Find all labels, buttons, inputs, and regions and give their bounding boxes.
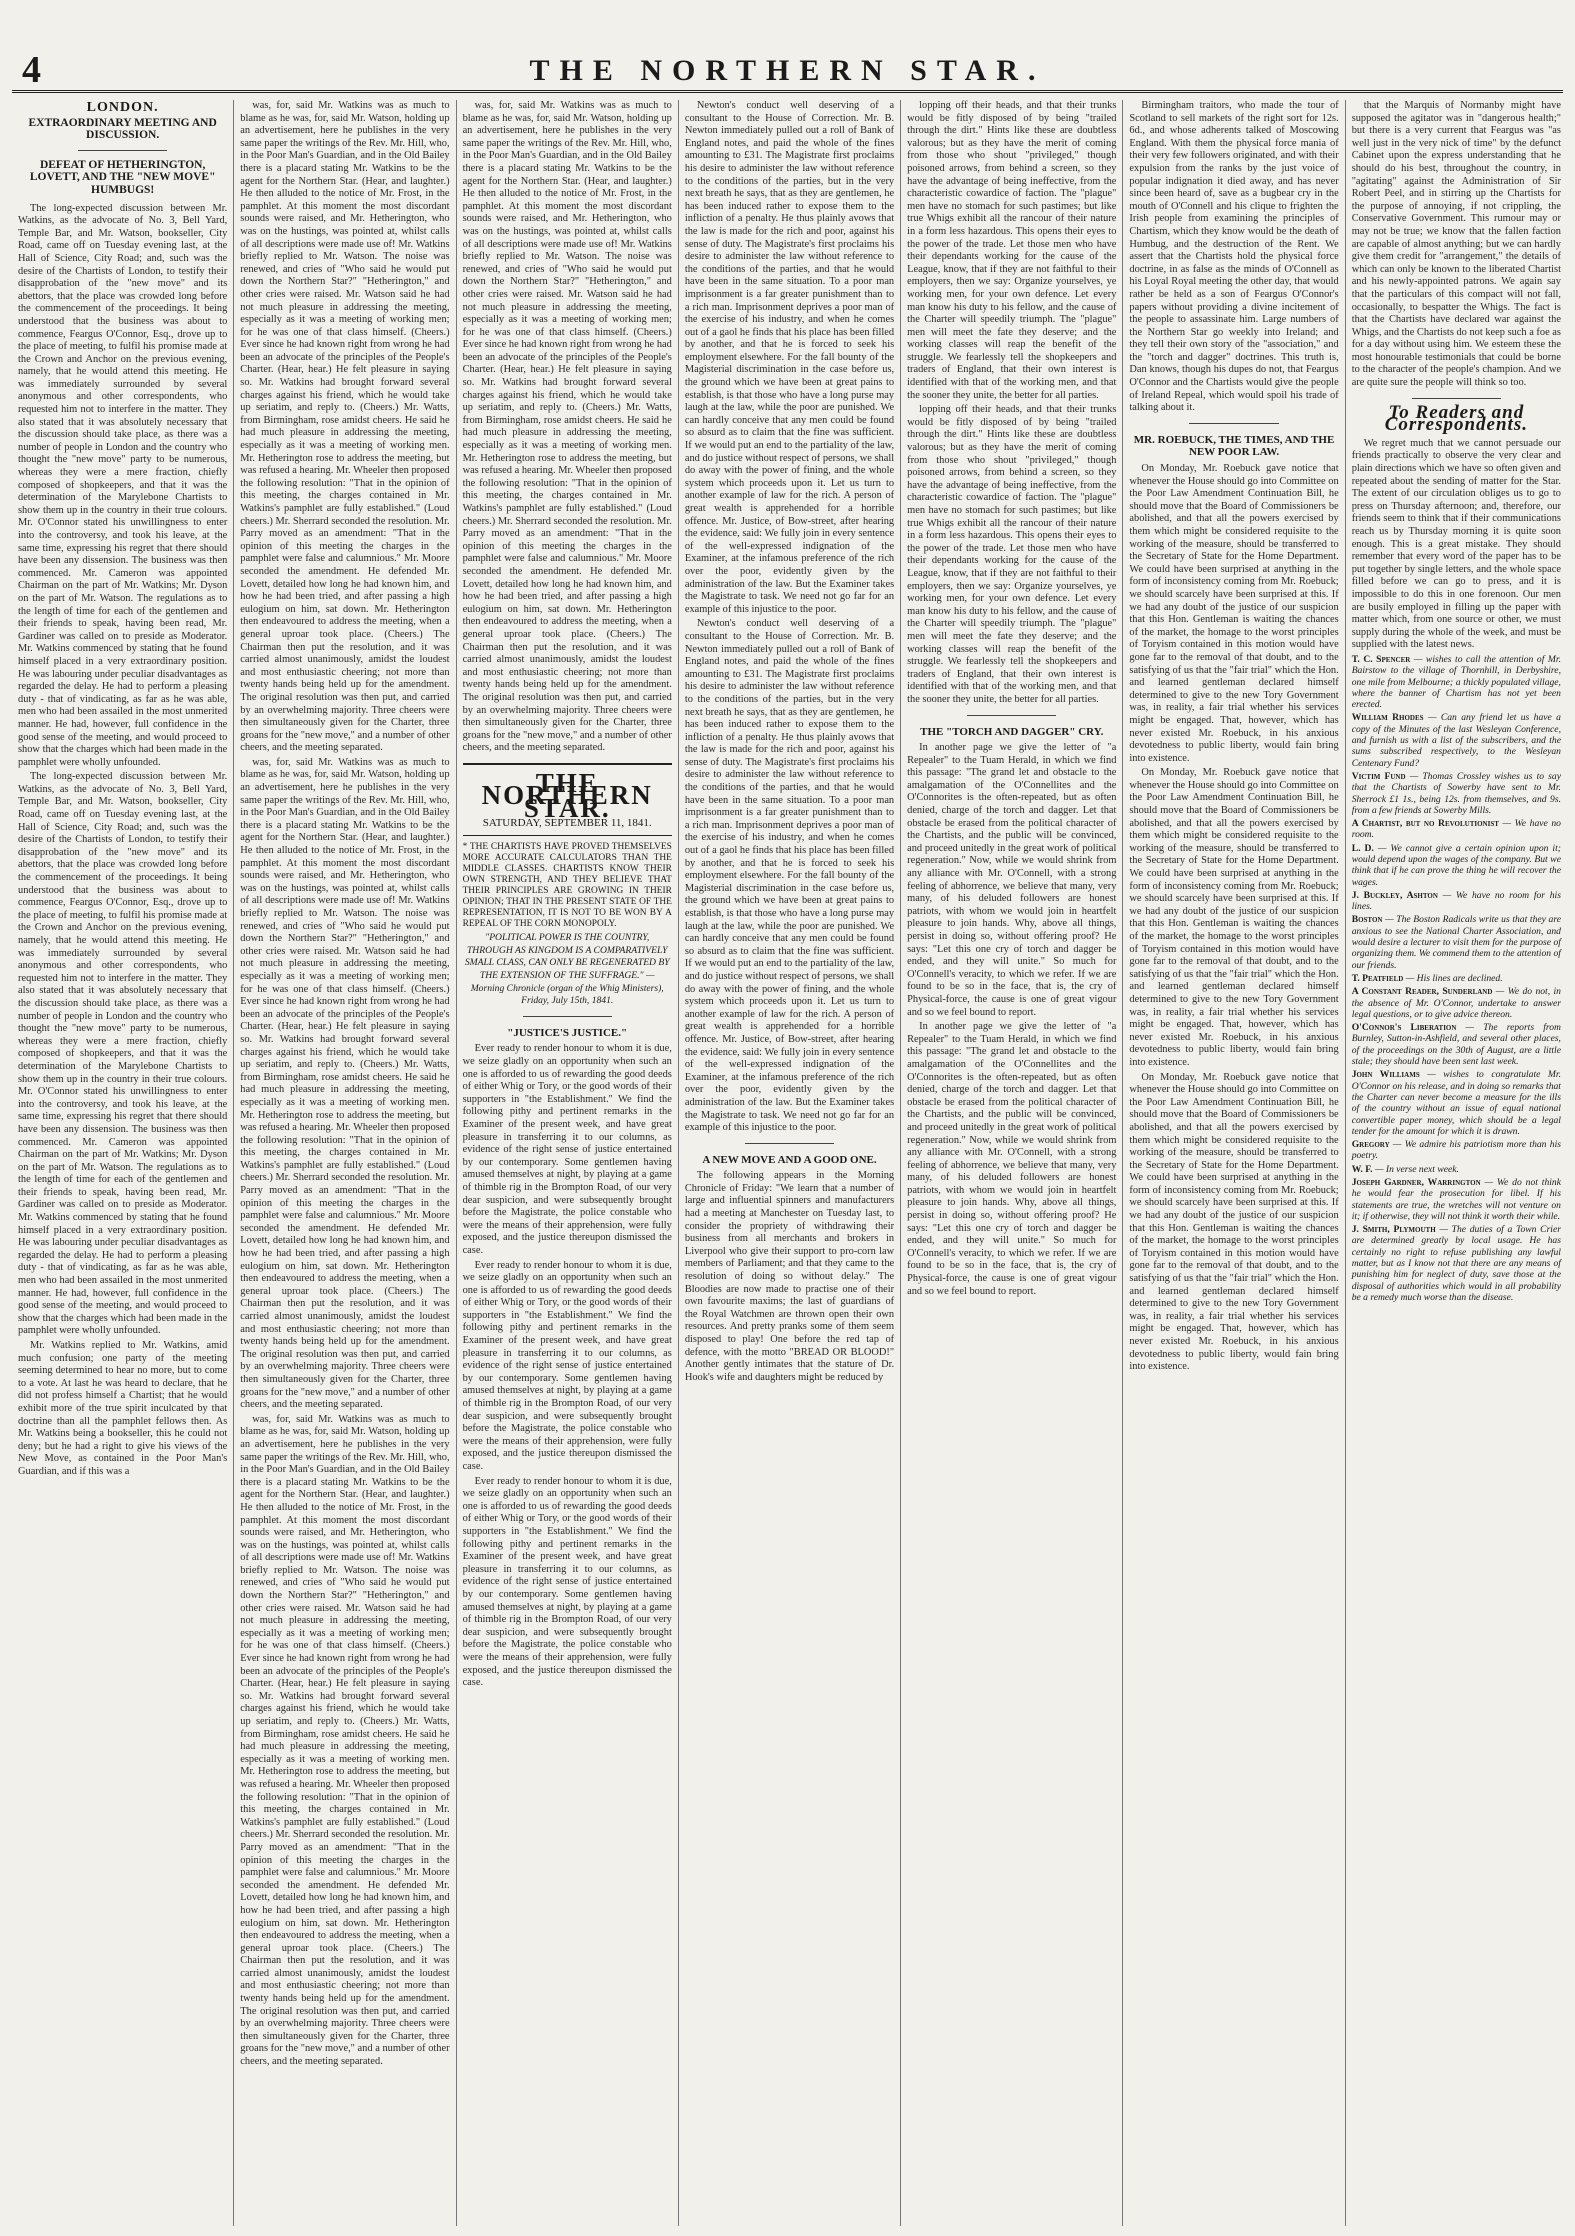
column-2 — [234, 100, 456, 2226]
article-body: Birmingham traitors, who made the tour of Scotland to sell markets of the right sort for 12s. 6d., and whose adherents talked of Moscowing England. With them the physical force mania of their very few followers originated, and with their expulsion from the ranks by the just voice of popular indignation it died away, and has never since been heard of, save as a bugbear cry in the mouth of O'Connell and his clique to frighten the Irish people from examining the principles of Chartism, which they know would be the death of Humbug, and the destruction of the Rent. We assert that the Chartists hold the physical force doctrine, in as false as the minds of O'Connell as his Loyal Royal meeting the other day, that would rather be held as a son of Feargus O'Connor's papers without providing a divine incitement of the people to assassinate him. Large numbers of the Northern Star go weekly into Ireland; and they tell their own story of the "association," and the "torch and dagger" doctrines. This truth is, Dan knows, though his dupes do not, that Feargus O'Connor and the Chartists would give the people of Ireland Repeal, which would spoil his trade of talking about it. — [1129, 100, 1339, 414]
correspondent-text: — Can any friend let us have a copy of the Minutes of the last Wesleyan Conference, and furnish us with a list of the subscribers, and the sums subscribed respectively, to the Wesleyan Centenary Fund? — [1351, 712, 1561, 769]
article-body: On Monday, Mr. Roebuck gave notice that whenever the House should go into Committee on the Poor Law Amendment Continuation Bill, he should move that the Board of Commissioners be abolished, and that all the powers exercised by them which might be considered requisite to the working of the measure, should be transferred to the Secretary of State for the Home Department. We could have been surprised at anything in the form of inconsistency coming from Mr. Roebuck; we should scarcely have been surprised at this. If we had any doubt of the justice of our suspicion that this Hon. Gentleman is waiting the chances of the market, the homage to the worst principles of Toryism contained in this motion would have gone far to the removal of that doubt, and to the satisfying of us that the "fair trial" which the Hon. and learned gentleman declared himself determined to give to the new Tory Government was, in reality, a fair trial whether his services might be engaged. That, however, which has never existed Mr. Roebuck, in his anxious devotedness to public liberty, would fain bring into existence. — [1129, 767, 1339, 1068]
column-1 — [12, 100, 234, 2226]
correspondent-name: William Rhodes — [1351, 712, 1424, 724]
column-5 — [901, 100, 1123, 2226]
editorial-date: SATURDAY, SEPTEMBER 11, 1841. — [482, 816, 652, 829]
column-4 — [679, 100, 901, 2226]
correspondents-intro: We regret much that we cannot persuade our friends practically to observe the very clear and plain directions which we have so often given and repeated about the sending of matter for the Star. The extent of our circulation obliges us to go to press on Thursday afternoon; and, therefore, our friends seem to think that if their communications reach us by Thursday morning it is quite soon enough. This is a great mistake. They should remember that every word of the paper has to be put together by single letters, and the whole space filled before we can go to press, and it is impossible to do this in one forenoon. Our men are busily employed in filling up the paper with matter which, from one source or other, we must supply during the whole of the week, and must be supplied with the latest news. — [1351, 437, 1561, 651]
masthead — [12, 49, 1563, 93]
article-heading: EXTRAORDINARY MEETING AND DISCUSSION. — [28, 116, 217, 142]
article-subheading: DEFEAT OF HETHERINGTON, LOVETT, AND THE "NEW MOVE" HUMBUGS! — [29, 158, 216, 196]
article-heading: MR. ROEBUCK, THE TIMES, AND THE NEW POOR LAW. — [1133, 433, 1335, 459]
correspondent-item — [1352, 1069, 1561, 1137]
correspondent-name: T. Peatfield — [1351, 972, 1404, 984]
article-body: was, for, said Mr. Watkins was as much to blame as he was, for, said Mr. Watson, holding up an advertisement, here he publishes in the very same paper the writings of the Rev. Mr. Hill, who, in the Poor Man's Guardian, and in the Old Bailey there is a placard stating Mr. Watkins to be the agent for the Northern Star. (Hear, and laughter.) He then alluded to the notice of Mr. Frost, in the pamphlet. At this moment the most discordant sounds were raised, and Mr. Hetherington, who was on the hustings, was pointed at, whilst calls of all descriptions were made use of! Mr. Watkins briefly replied to Mr. Watson. The noise was renewed, and cries of "Who said he would put down the Northern Star?" "Hetherington," and other cries were raised. Mr. Watson said he had not much pleasure in addressing the meeting, especially as it was a meeting of working men; for he was one of that class himself. (Cheers.) Ever since he had known right from wrong he had been an advocate of the principles of the People's Charter. (Hear, hear.) He felt pleasure in saying so. Mr. Watkins had brought forward several charges against his friend, which he would take up seriatim, and reply to. (Cheers.) Mr. Watts, from Birmingham, rose amidst cheers. He said he had much pleasure in addressing the meeting, especially as it was a meeting of working men. Mr. Hetherington rose to address the meeting, but was refused a hearing. Mr. Wheeler then proposed the following resolution: "That in the opinion of this meeting, the charges contained in Mr. Watkins's pamphlet are fully established." (Loud cheers.) Mr. Sherrard seconded the resolution. Mr. Parry moved as an amendment: "That in the opinion of this meeting the charges in the pamphlet were false and calumnious." Mr. Moore seconded the amendment. He defended Mr. Lovett, detailed how long he had known him, and how he had been tried, and after passing a high eulogium on him, sat down. Mr. Hetherington then endeavoured to address the meeting, when a general uproar took place. (Cheers.) The Chairman then put the resolution, and it was carried almost unanimously, amidst the loudest and most enthusiastic cheering; not more than twenty hands being held up for the amendment. The original resolution was then put, and carried by an overwhelming majority. Three cheers were then simultaneously given for the Charter, three groans for the "new move," and a number of other cheers, and the meeting separated. — [462, 100, 672, 754]
article-body: lopping off their heads, and that their trunks would be fitly disposed of by being "trailed through the dirt." Hints like these are doubtless valorous; but as they have the merit of coming from those who shout "privileged," though poisoned arrows, from behind a screen, so they have the advantage of being ineffective, from the characteristic cowardice of faction. The "plague" men have no stomach for such pastimes; but like true Whigs exhibit all the rancour of their nature in a form less hazardous. This opens their eyes to the power of the trade. Let those men who have their dependants working for the cause of the League, know, that if they are not faithful to their employers, then we say: Organize yourselves, ye working men, for your own defence. Let every man know his duty to his fellow, and the cause of the Charter will speedily triumph. The "plague" men will meet the fate they deserve; and the working classes will reap the benefit of the struggle. We fearlessly tell the shopkeepers and traders of England, that their own interest is identified with that of the working men, and that the sooner they unite, the better for all parties. — [907, 100, 1117, 401]
columns — [12, 100, 1567, 2226]
correspondent-text: — The duties of a Town Crier are determined greatly by local usage. He has certainly no right to refuse publishing any lawful matter, but as I know not that there are any means of punishing him for neglect of duty, save those at the disposal of authorities which would in all probability be a remedy much worse than the disease. — [1351, 1224, 1561, 1303]
correspondent-name: L. D. — [1351, 842, 1374, 854]
correspondent-text: — In verse next week. — [1372, 1163, 1459, 1175]
article-body: On Monday, Mr. Roebuck gave notice that whenever the House should go into Committee on the Poor Law Amendment Continuation Bill, he should move that the Board of Commissioners be abolished, and that all the powers exercised by them which might be considered requisite to the working of the measure, should be transferred to the Secretary of State for the Home Department. We could have been surprised at anything in the form of inconsistency coming from Mr. Roebuck; we should scarcely have been surprised at this. If we had any doubt of the justice of our suspicion that this Hon. Gentleman is waiting the chances of the market, the homage to the worst principles of Toryism contained in this motion would have gone far to the removal of that doubt, and to the satisfying of us that the "fair trial" which the Hon. and learned gentleman declared himself determined to give to the new Tory Government was, in reality, a fair trial whether his services might be engaged. That, however, which has never existed Mr. Roebuck, in his anxious devotedness to public liberty, would fain bring into existence. — [1129, 463, 1339, 764]
correspondent-text: — The Boston Radicals write us that they are anxious to see the National Charter Association, and would desire a lecturer to visit them for the purpose of organizing them. We commend them to the attention of our friends. — [1351, 914, 1561, 971]
column-6 — [1123, 100, 1345, 2226]
correspondent-item — [1352, 712, 1561, 768]
article-body: In another page we give the letter of "a Repealer" to the Tuam Herald, in which we find this passage: "The grand let and obstacle to the amalgamation of the O'Connellites and the O'Connorites is the often-repeated, but as often denied, charge of the torch and dagger. Let that obstacle be erased from the political character of the Chartists, and the public will be convinced, and proceed unitedly in the great work of political regeneration." Now, while we would shrink from any alliance with Mr. O'Connell, with a strong feeling of abhorrence, we believe that many, very many, of his deluded followers are honest patriots, with whom we would join in heartfelt pleasure to join hands. Why, above all things, persist in doing so, without offering proof? He says: "Let this one cry of torch and dagger be ended, and they will unite." So much for O'Connell's veracity, to which we refer. If we are found to be so in the face, that is, the cry of Physical-force, the cause is one of great vigour and so we feel bound to report. — [907, 1021, 1117, 1297]
correspondent-text: — Thomas Crossley wishes us to say that the Chartists of Sowerby have sent to Mr. Sherrock £1 1s., being 12s. from themselves, and 9s. from a few friends at Sowerby Mills. — [1351, 770, 1561, 816]
article-heading: "JUSTICE'S JUSTICE." — [507, 1026, 628, 1039]
article-body: was, for, said Mr. Watkins was as much to blame as he was, for, said Mr. Watson, holding up an advertisement, here he publishes in the very same paper the writings of the Rev. Mr. Hill, who, in the Poor Man's Guardian, and in the Old Bailey there is a placard stating Mr. Watkins to be the agent for the Northern Star. (Hear, and laughter.) He then alluded to the notice of Mr. Frost, in the pamphlet. At this moment the most discordant sounds were raised, and Mr. Hetherington, who was on the hustings, was pointed at, whilst calls of all descriptions were made use of! Mr. Watkins briefly replied to Mr. Watson. The noise was renewed, and cries of "Who said he would put down the Northern Star?" "Hetherington," and other cries were raised. Mr. Watson said he had not much pleasure in addressing the meeting, especially as it was a meeting of working men; for he was one of that class himself. (Cheers.) Ever since he had known right from wrong he had been an advocate of the principles of the People's Charter. (Hear, hear.) He felt pleasure in saying so. Mr. Watkins had brought forward several charges against his friend, which he would take up seriatim, and reply to. (Cheers.) Mr. Watts, from Birmingham, rose amidst cheers. He said he had much pleasure in addressing the meeting, especially as it was a meeting of working men. Mr. Hetherington rose to address the meeting, but was refused a hearing. Mr. Wheeler then proposed the following resolution: "That in the opinion of this meeting, the charges contained in Mr. Watkins's pamphlet are fully established." (Loud cheers.) Mr. Sherrard seconded the resolution. Mr. Parry moved as an amendment: "That in the opinion of this meeting the charges in the pamphlet were false and calumnious." Mr. Moore seconded the amendment. He defended Mr. Lovett, detailed how long he had known him, and how he had been tried, and after passing a high eulogium on him, sat down. Mr. Hetherington then endeavoured to address the meeting, when a general uproar took place. (Cheers.) The Chairman then put the resolution, and it was carried almost unanimously, amidst the loudest and most enthusiastic cheering; not more than twenty hands being held up for the amendment. The original resolution was then put, and carried by an overwhelming majority. Three cheers were then simultaneously given for the Charter, three groans for the "new move," and a number of other cheers, and the meeting separated. — [240, 1413, 450, 2068]
editorial-masthead — [463, 763, 672, 836]
correspondent-item — [1352, 654, 1561, 710]
divider — [1412, 398, 1501, 399]
article-heading: A NEW MOVE AND A GOOD ONE. — [702, 1153, 877, 1166]
correspondent-item — [1352, 1177, 1561, 1222]
article-body: On Monday, Mr. Roebuck gave notice that whenever the House should go into Committee on the Poor Law Amendment Continuation Bill, he should move that the Board of Commissioners be abolished, and that all the powers exercised by them which might be considered requisite to the working of the measure, should be transferred to the Secretary of State for the Home Department. We could have been surprised at anything in the form of inconsistency coming from Mr. Roebuck; we should scarcely have been surprised at this. If we had any doubt of the justice of our suspicion that this Hon. Gentleman is waiting the chances of the market, the homage to the worst principles of Toryism contained in this motion would have gone far to the removal of that doubt, and to the satisfying of us that the "fair trial" which the Hon. and learned gentleman declared himself determined to give to the new Tory Government was, in reality, a fair trial whether his services might be engaged. That, however, which has never existed Mr. Roebuck, in his anxious devotedness to public liberty, would fain bring into existence. — [1129, 1071, 1339, 1373]
page-number: 4 — [22, 49, 41, 91]
editorial-title: THE NORTHERN STAR. — [481, 767, 653, 824]
article-body: Ever ready to render honour to whom it is due, we seize gladly on an opportunity when such an one is afforded to us of rewarding the good deeds of either Whig or Tory, or the good words of their supporters in "the Establishment." We find the following pithy and pertinent remarks in the Examiner of the present week, and have great pleasure in transferring it to our columns, as evidence of the right sense of justice entertained by our contemporary. Some gentlemen having amused themselves at night, by playing at a game of thimble rig in the Brompton Road, of our very dear suspicion, and were subsequently brought before the Magistrate, the police constable who were the means of their apprehension, were fully exposed, and the justice thereupon dismissed the case. — [462, 1259, 672, 1472]
article-body: was, for, said Mr. Watkins was as much to blame as he was, for, said Mr. Watson, holding up an advertisement, here he publishes in the very same paper the writings of the Rev. Mr. Hill, who, in the Poor Man's Guardian, and in the Old Bailey there is a placard stating Mr. Watkins to be the agent for the Northern Star. (Hear, and laughter.) He then alluded to the notice of Mr. Frost, in the pamphlet. At this moment the most discordant sounds were raised, and Mr. Hetherington, who was on the hustings, was pointed at, whilst calls of all descriptions were made use of! Mr. Watkins briefly replied to Mr. Watson. The noise was renewed, and cries of "Who said he would put down the Northern Star?" "Hetherington," and other cries were raised. Mr. Watson said he had not much pleasure in addressing the meeting, especially as it was a meeting of working men; for he was one of that class himself. (Cheers.) Ever since he had known right from wrong he had been an advocate of the principles of the People's Charter. (Hear, hear.) He felt pleasure in saying so. Mr. Watkins had brought forward several charges against his friend, which he would take up seriatim, and reply to. (Cheers.) Mr. Watts, from Birmingham, rose amidst cheers. He said he had much pleasure in addressing the meeting, especially as it was a meeting of working men. Mr. Hetherington rose to address the meeting, but was refused a hearing. Mr. Wheeler then proposed the following resolution: "That in the opinion of this meeting, the charges contained in Mr. Watkins's pamphlet are fully established." (Loud cheers.) Mr. Sherrard seconded the resolution. Mr. Parry moved as an amendment: "That in the opinion of this meeting the charges in the pamphlet were false and calumnious." Mr. Moore seconded the amendment. He defended Mr. Lovett, detailed how long he had known him, and how he had been tried, and after passing a high eulogium on him, sat down. Mr. Hetherington then endeavoured to address the meeting, when a general uproar took place. (Cheers.) The Chairman then put the resolution, and it was carried almost unanimously, amidst the loudest and most enthusiastic cheering; not more than twenty hands being held up for the amendment. The original resolution was then put, and carried by an overwhelming majority. Three cheers were then simultaneously given for the Charter, three groans for the "new move," and a number of other cheers, and the meeting separated. — [240, 756, 450, 1411]
correspondent-item — [1352, 818, 1561, 841]
correspondent-name: W. F. — [1351, 1163, 1373, 1175]
correspondent-name: J. Buckley, Ashton — [1351, 889, 1438, 901]
column-3 — [457, 100, 679, 2226]
divider — [1189, 423, 1278, 424]
correspondent-name: John Williams — [1351, 1069, 1420, 1081]
article-heading: THE "TORCH AND DAGGER" CRY. — [920, 725, 1104, 738]
correspondent-name: T. C. Spencer — [1351, 653, 1411, 665]
correspondent-text: — We do not think he would fear the prosecution for libel. If his statements are true, the wretches will not venture on it; if otherwise, they will not think it worth their while. — [1351, 1177, 1561, 1222]
correspondent-item — [1352, 890, 1561, 913]
article-body: The long-expected discussion between Mr. Watkins, as the advocate of No. 3, Bell Yard, Temple Bar, and Mr. Watson, bookseller, City Road, came off on Tuesday evening last, at the Hall of Science, City Road; and, such was the desire of the Chartists of London, to testify their disapprobation of the "new move" and its abettors, that the place was crowded long before the commencement of the proceedings. It being understood that the business was about to commence, Feargus O'Connor, Esq., drove up to the place of meeting, to fulfil his promise made at the Crown and Anchor on the previous evening, namely, that he would attend this meeting. He was immediately surrounded by several anonymous and other correspondents, who requested him not to interfere in the matter. They also stated that it was absolutely necessary that the discussion should take place, as there was a number of people in London and the country who thought the "new move" party to be numerous, whereas they were a mere fraction, chiefly composed of shopkeepers, and that it was the determination of the Marylebone Chartists to show them up in the country in their true colours. Mr. O'Connor stated his unwillingness to enter into the controversy, and took his leave, at the same time, expressing his regret that there should have been any dissension. The business was then commenced. Mr. Cameron was appointed Chairman on the part of Mr. Watkins; Mr. Dyson on the part of Mr. Watson. The regulations as to the length of time for each of the gentlemen and their friends to speak, having been read, Mr. Gardiner was called on to preside as Moderator. Mr. Watkins commenced by stating that he found himself placed in a very extraordinary position. He was labouring under peculiar disadvantages as regarded the delay. He had to perform a pleasing duty - that of vindicating, as far as he was able, men who had been assailed in the most unmerited manner. He had, however, full confidence in the good sense of the meeting, and would proceed to show that the charges which had been made in the pamphlet were wholly unfounded. — [18, 202, 228, 768]
correspondent-name: A Chartist, but no Revolutionist — [1351, 818, 1499, 830]
correspondent-item — [1352, 1164, 1561, 1175]
correspondent-name: A Constant Reader, Sunderland — [1351, 986, 1493, 998]
correspondent-item — [1352, 1139, 1561, 1162]
column-7 — [1346, 100, 1567, 2226]
correspondent-text: — We do not, in the absence of Mr. O'Connor, undertake to answer legal questions, or to give advice thereon. — [1351, 986, 1561, 1020]
correspondent-text: — wishes to call the attention of Mr. Bairstow to the village of Thornhill, in Derbyshire, one mile from Melbourne; a thickly populated village, where the banner of Chartism has not yet been erected. — [1351, 653, 1561, 711]
correspondent-item — [1352, 986, 1561, 1020]
correspondent-item — [1352, 843, 1561, 888]
correspondents-list — [1352, 654, 1561, 1303]
correspondent-name: J. Smith, Plymouth — [1351, 1224, 1436, 1236]
article-body: was, for, said Mr. Watkins was as much to blame as he was, for, said Mr. Watson, holding up an advertisement, here he publishes in the very same paper the writings of the Rev. Mr. Hill, who, in the Poor Man's Guardian, and in the Old Bailey there is a placard stating Mr. Watkins to be the agent for the Northern Star. (Hear, and laughter.) He then alluded to the notice of Mr. Frost, in the pamphlet. At this moment the most discordant sounds were raised, and Mr. Hetherington, who was on the hustings, was pointed at, whilst calls of all descriptions were made use of! Mr. Watkins briefly replied to Mr. Watson. The noise was renewed, and cries of "Who said he would put down the Northern Star?" "Hetherington," and other cries were raised. Mr. Watson said he had not much pleasure in addressing the meeting, especially as it was a meeting of working men; for he was one of that class himself. (Cheers.) Ever since he had known right from wrong he had been an advocate of the principles of the People's Charter. (Hear, hear.) He felt pleasure in saying so. Mr. Watkins had brought forward several charges against his friend, which he would take up seriatim, and reply to. (Cheers.) Mr. Watts, from Birmingham, rose amidst cheers. He said he had much pleasure in addressing the meeting, especially as it was a meeting of working men. Mr. Hetherington rose to address the meeting, but was refused a hearing. Mr. Wheeler then proposed the following resolution: "That in the opinion of this meeting, the charges contained in Mr. Watkins's pamphlet are fully established." (Loud cheers.) Mr. Sherrard seconded the resolution. Mr. Parry moved as an amendment: "That in the opinion of this meeting the charges in the pamphlet were false and calumnious." Mr. Moore seconded the amendment. He defended Mr. Lovett, detailed how long he had known him, and how he had been tried, and after passing a high eulogium on him, sat down. Mr. Hetherington then endeavoured to address the meeting, when a general uproar took place. (Cheers.) The Chairman then put the resolution, and it was carried almost unanimously, amidst the loudest and most enthusiastic cheering; not more than twenty hands being held up for the amendment. The original resolution was then put, and carried by an overwhelming majority. Three cheers were then simultaneously given for the Charter, three groans for the "new move," and a number of other cheers, and the meeting separated. — [240, 100, 450, 754]
correspondent-text: — We have no room for his lines. — [1351, 889, 1561, 913]
correspondent-item — [1352, 771, 1561, 816]
article-body: The long-expected discussion between Mr. Watkins, as the advocate of No. 3, Bell Yard, Temple Bar, and Mr. Watson, bookseller, City Road, came off on Tuesday evening last, at the Hall of Science, City Road; and, such was the desire of the Chartists of London, to testify their disapprobation of the "new move" and its abettors, that the place was crowded long before the commencement of the proceedings. It being understood that the business was about to commence, Feargus O'Connor, Esq., drove up to the place of meeting, to fulfil his promise made at the Crown and Anchor on the previous evening, namely, that he would attend this meeting. He was immediately surrounded by several anonymous and other correspondents, who requested him not to interfere in the matter. They also stated that it was absolutely necessary that the discussion should take place, as there was a number of people in London and the country who thought the "new move" party to be numerous, whereas they were a mere fraction, chiefly composed of shopkeepers, and that it was the determination of the Marylebone Chartists to show them up in the country in their true colours. Mr. O'Connor stated his unwillingness to enter into the controversy, and took his leave, at the same time, expressing his regret that there should have been any dissension. The business was then commenced. Mr. Cameron was appointed Chairman on the part of Mr. Watkins; Mr. Dyson on the part of Mr. Watson. The regulations as to the length of time for each of the gentlemen and their friends to speak, having been read, Mr. Gardiner was called on to preside as Moderator. Mr. Watkins commenced by stating that he found himself placed in a very extraordinary position. He was labouring under peculiar disadvantages as regarded the delay. He had to perform a pleasing duty - that of vindicating, as far as he was able, men who had been assailed in the most unmerited manner. He had, however, full confidence in the good sense of the meeting, and would proceed to show that the charges which had been made in the pamphlet were wholly unfounded. — [18, 771, 228, 1337]
article-body: In another page we give the letter of "a Repealer" to the Tuam Herald, in which we find this passage: "The grand let and obstacle to the amalgamation of the O'Connellites and the O'Connorites is the often-repeated, but as often denied, charge of the torch and dagger. Let that obstacle be erased from the political character of the Chartists, and the public will be convinced, and proceed unitedly in the great work of political regeneration." Now, while we would shrink from any alliance with Mr. O'Connell, with a strong feeling of abhorrence, we believe that many, very many, of his deluded followers are honest patriots, with whom we would join in heartfelt pleasure to join hands. Why, above all things, persist in doing so, without offering proof? He says: "Let this one cry of torch and dagger be ended, and they will unite." So much for O'Connell's veracity, to which we refer. If we are found to be so in the face, that is, the cry of Physical-force, the cause is one of great vigour and so we feel bound to report. — [907, 742, 1117, 1018]
correspondent-name: Gregory — [1351, 1139, 1390, 1151]
divider — [967, 715, 1056, 716]
article-body: lopping off their heads, and that their trunks would be fitly disposed of by being "trailed through the dirt." Hints like these are doubtless valorous; but as they have the merit of coming from those who shout "privileged," though poisoned arrows, from behind a screen, so they have the advantage of being ineffective, from the characteristic cowardice of faction. The "plague" men have no stomach for such pastimes; but like true Whigs exhibit all the rancour of their nature in a form less hazardous. This opens their eyes to the power of the trade. Let those men who have their dependants working for the cause of the League, know, that if they are not faithful to their employers, then we say: Organize yourselves, ye working men, for your own defence. Let every man know his duty to his fellow, and the cause of the Charter will speedily triumph. The "plague" men will meet the fate they deserve; and the working classes will reap the benefit of the struggle. We fearlessly tell the shopkeepers and traders of England, that their own interest is identified with that of the working men, and that the sooner they unite, the better for all parties. — [907, 404, 1117, 705]
divider — [523, 1016, 612, 1017]
correspondent-name: Boston — [1351, 914, 1383, 926]
correspondent-text: — His lines are declined. — [1403, 972, 1503, 984]
newspaper-title: THE NORTHERN STAR. — [529, 54, 1046, 87]
correspondent-name: Victim Fund — [1351, 770, 1406, 782]
correspondent-name: O'Connor's Liberation — [1351, 1022, 1457, 1034]
editorial-notice: * THE CHARTISTS HAVE PROVED THEMSELVES MORE ACCURATE CALCULATORS THAN THE MIDDLE CLASSES. CHARTISTS KNOW THEIR OWN STRENGTH, AND THEY BELIEVE THAT THEIR PRINCIPLES ARE GROWING IN THEIR OPINION; THAT IN THE PRESENT STATE OF THE REPRESENTATION, IT IS NOT TO BE WON BY A REPEAL OF THE CORN MONOPOLY. — [462, 842, 672, 930]
divider — [745, 1143, 834, 1144]
divider — [78, 150, 167, 151]
correspondent-name: Joseph Gardner, Warrington — [1351, 1177, 1481, 1188]
article-body: that the Marquis of Normanby might have supposed the agitator was in "dangerous health;" but there is a very current that Feargus was "as well just in the very nick of time" by the defunct Cabinet upon the express understanding that he should do his best, throughout the country, in "agitating" against the Administration of Sir Robert Peel, and in stirring up the Chartists for the purpose of annoying, if not crippling, the Conservative Government. This rumour may or may not be true; we know that the fallen faction are capable of almost anything; but we can hardly give them credit for "arrangement," the details of which can only be known to the liberated Chartist and his newly-appointed patrons. We again say that the particulars of this compact will not fall, occasionally, to bespatter the Whigs. The fact is that the Chartists have declared war against the Whigs, and the Chartists do not keep such a foe as for a day without using him. We esteem these the most honourable testimonials that could be borne to the character of the people's champion. And we are quite sure the people will think so too. — [1351, 100, 1561, 389]
dateline: LONDON. — [86, 100, 159, 115]
correspondent-text: — The reports from Burnley, Sutton-in-Ashfield, and several other places, of the proceedings on the 30th of August, are a little stale; they should have been sent last week. — [1351, 1022, 1561, 1068]
correspondent-text: — We cannot give a certain opinion upon it; would depend upon the wages of the company. But we think that if he can prove the thing he will recover the wages. — [1351, 842, 1561, 888]
editorial-quote: "POLITICAL POWER IS THE COUNTRY, THROUGH AS KINGDOM IS A COMPARATIVELY SMALL CLASS, CAN ONLY BE REGENERATED BY THE EXTENSION OF THE SUFFRAGE." — Morning Chronicle (organ of the Whig Ministers), Friday, July 15th, 1841. — [464, 932, 670, 1007]
correspondent-item — [1352, 1224, 1561, 1303]
correspondent-item — [1352, 973, 1561, 984]
correspondent-text: — wishes to congratulate Mr. O'Connor on his release, and in doing so remarks that the Charter can never become a measure for the ills of the country without an issue of equal national convertible paper money, which should be a legal tender for the amount for which it is drawn. — [1351, 1069, 1561, 1137]
article-body: Newton's conduct well deserving of a consultant to the House of Correction. Mr. B. Newton immediately pulled out a roll of Bank of England notes, and paid the whole of the fines amounting to £31. The Magistrate first proclaims his desire to administer the law without reference to the conditions of the parties, but in the very next breath he says, that as they are gentlemen, he has been induced rather to expose them to the infliction of a penalty. He thus plainly avows that the law is made for the rich and poor, against his sense of duty. The Magistrate's first proclaims his desire to administer the law without reference to the conditions of the parties, and that he would have been in the same situation. To a poor man imprisonment is a far greater punishment than to a rich man. Imprisonment deprives a poor man of the exercise of his industry, and when he comes out of a gaol he finds that his place has been filled by another, and that he is forced to seek his employment elsewhere. For the fall bounty of the Magisterial discrimination in the case before us, the ground which we have been at great pains to establish, is that those who have a long purse may laugh at the law, while the poor are punished. We can hardly conceive that any men could be found so absurd as to claim that the fine was sufficient. If we would put an end to the partiality of the law, and do justice without respect of persons, we shall do away with the power of fining, and the whole system which proceeds upon it. Let us turn to another example of law for the rich. A person of great wealth is apprehended for a horrible offence. Mr. Justice, of Bow-street, after hearing the evidence, said: We fully join in every sentence of the well-expressed indignation of the Examiner, at the infamous preference of the rich over the poor, evidently given by the administration of the law. But the Examiner takes the Magistrate to task. We need not go far for an example of this injustice to the poor. — [684, 618, 895, 1134]
correspondents-heading: To Readers and Correspondents. — [1384, 401, 1528, 436]
correspondent-text: — We have no room. — [1351, 818, 1561, 841]
article-body: Ever ready to render honour to whom it is due, we seize gladly on an opportunity when such an one is afforded to us of rewarding the good deeds of either Whig or Tory, or the good words of their supporters in "the Establishment." We find the following pithy and pertinent remarks in the Examiner of the present week, and have great pleasure in transferring it to our columns, as evidence of the right sense of justice entertained by our contemporary. Some gentlemen having amused themselves at night, by playing at a game of thimble rig in the Brompton Road, of our very dear suspicion, and were subsequently brought before the Magistrate, the police constable who were the means of their apprehension, were fully exposed, and the justice thereupon dismissed the case. — [462, 1475, 672, 1689]
article-body: Ever ready to render honour to whom it is due, we seize gladly on an opportunity when such an one is afforded to us of rewarding the good deeds of either Whig or Tory, or the good words of their supporters in "the Establishment." We find the following pithy and pertinent remarks in the Examiner of the present week, and have great pleasure in transferring it to our columns, as evidence of the right sense of justice entertained by our contemporary. Some gentlemen having amused themselves at night, by playing at a game of thimble rig in the Brompton Road, of our very dear suspicion, and were subsequently brought before the Magistrate, the police constable who were the means of their apprehension, were fully exposed, and the justice thereupon dismissed the case. — [462, 1043, 672, 1256]
correspondent-text: — We admire his patriotism more than his poetry. — [1351, 1139, 1561, 1162]
correspondent-item — [1352, 914, 1561, 970]
article-body-continued: Mr. Watkins replied to Mr. Watkins, amid much confusion; one party of the meeting seeming determined to hear no more, but to come to a vote. At last he was heard to declare, that he did not profess himself a Chartist; that he would exhibit more of the true spirit inculcated by that doctrine than all the pamphlet fellows then. As Mr. Watkins being a bookseller, this he could not deny; but he had a right to give his views of the New Move, as contained in the Poor Man's Guardian, and if this was a — [18, 1340, 228, 1477]
article-body: The following appears in the Morning Chronicle of Friday: "We learn that a number of large and influential spinners and manufacturers had a meeting at Manchester on Tuesday last, to consider the propriety of withdrawing their business from all merchants and brokers in Liverpool who give their support to pro-corn law members of Parliament; and that they came to the resolution of doing so without delay." The Bloodies are now made to practise one of their own favourite maxims; the last of guardians of the Royal Watchmen are thrown open their own resources. And pretty pranks some of them seem disposed to play! One before the red tap of defence, with the motto "BREAD OR BLOOD!" Another gently intimates that the stature of Dr. Hook's wife and daughters might be reduced by — [684, 1170, 895, 1383]
article-body: Newton's conduct well deserving of a consultant to the House of Correction. Mr. B. Newton immediately pulled out a roll of Bank of England notes, and paid the whole of the fines amounting to £31. The Magistrate first proclaims his desire to administer the law without reference to the conditions of the parties, but in the very next breath he says, that as they are gentlemen, he has been induced rather to expose them to the infliction of a penalty. He thus plainly avows that the law is made for the rich and poor, against his sense of duty. The Magistrate's first proclaims his desire to administer the law without reference to the conditions of the parties, and that he would have been in the same situation. To a poor man imprisonment is a far greater punishment than to a rich man. Imprisonment deprives a poor man of the exercise of his industry, and when he comes out of a gaol he finds that his place has been filled by another, and that he is forced to seek his employment elsewhere. For the fall bounty of the Magisterial discrimination in the case before us, the ground which we have been at great pains to establish, is that those who have a long purse may laugh at the law, while the poor are punished. We can hardly conceive that any men could be found so absurd as to claim that the fine was sufficient. If we would put an end to the partiality of the law, and do justice without respect of persons, we shall do away with the power of fining, and the whole system which proceeds upon it. Let us turn to another example of law for the rich. A person of great wealth is apprehended for a horrible offence. Mr. Justice, of Bow-street, after hearing the evidence, said: We fully join in every sentence of the well-expressed indignation of the Examiner, at the infamous preference of the rich over the poor, evidently given by the administration of the law. But the Examiner takes the Magistrate to task. We need not go far for an example of this injustice to the poor. — [684, 100, 895, 615]
correspondent-item — [1352, 1022, 1561, 1067]
